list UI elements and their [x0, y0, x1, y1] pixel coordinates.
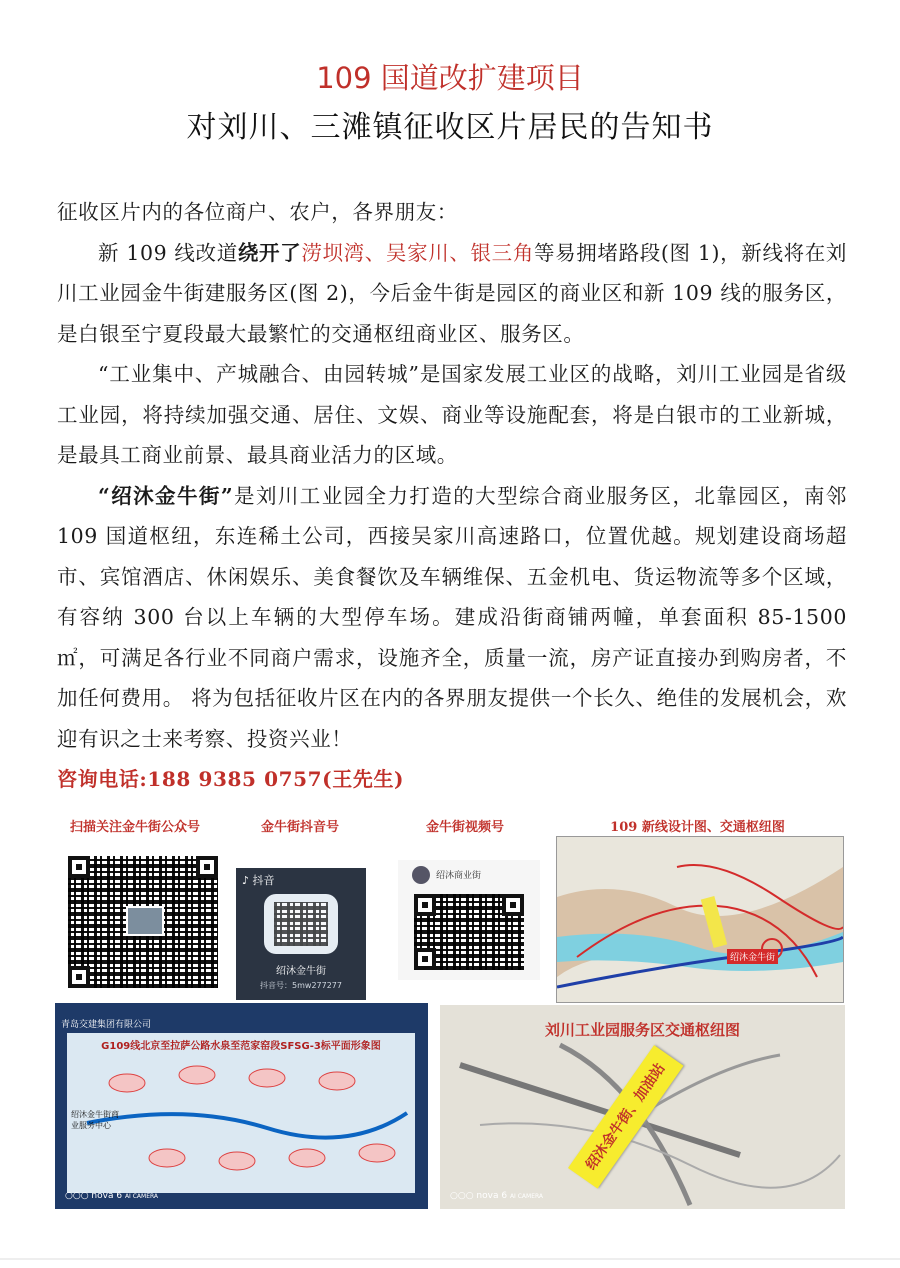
route-map-graphic — [557, 837, 843, 1002]
caption-wechat: 扫描关注金牛街公众号 — [69, 820, 200, 835]
paragraph-3 — [57, 476, 847, 760]
paragraph-1 — [57, 233, 847, 355]
p1-red-places: 涝坝湾、吴家川、银三角 — [301, 240, 534, 265]
qr-finder-icon — [196, 856, 218, 878]
caption-video: 金牛街视频号 — [425, 820, 504, 835]
caption-douyin: 金牛街抖音号 — [260, 820, 339, 835]
photo1-plan-title: G109线北京至拉萨公路水泉至范家窑段SFSG-3标平面形象图 — [101, 1041, 381, 1052]
qr-finder-icon — [68, 966, 90, 988]
p3-bold-name: “绍沐金牛街” — [98, 483, 234, 508]
salutation: 征收区片内的各位商户、农户，各界朋友： — [57, 200, 458, 224]
contact-phone[interactable]: 咨询电话:188 9385 0757(王先生) — [57, 767, 405, 791]
douyin-account-name: 绍沐金牛街 — [276, 966, 326, 977]
map1-label: 绍沐金牛街 — [727, 949, 778, 964]
paragraph-2: “工业集中、产城融合、由园转城”是国家发展工业区的战略，刘川工业园是省级工业园，将持续加强交通、居住、文娱、商业等设施配套，将是白银市的工业新城，是最具工商业前景、最具商业活力的区域。 — [57, 362, 847, 467]
video-avatar — [412, 866, 430, 884]
p1-text-b: 等易拥堵路段(图 1)，新线将在刘川工业园金牛街建服务区(图 2)，今后金牛街是园区的商业区和新 109 线的服务区，是白银至宁夏段最大最繁忙的交通枢纽商业区、服务区。 — [57, 240, 847, 346]
qr-finder-icon — [414, 948, 436, 970]
photo1-camera-tag: ○○○ nova 6 AI CAMERA — [65, 1191, 159, 1201]
photo2-camera-tag: ○○○ nova 6 AI CAMERA — [450, 1191, 544, 1201]
douyin-qr-code-icon — [274, 902, 328, 946]
sticker-text: 绍沐金牛街、加油站 — [583, 1060, 669, 1174]
douyin-qr-frame — [264, 894, 338, 954]
video-account-card — [398, 860, 540, 980]
notice-body — [57, 192, 847, 800]
title-line-1: 109 国道改扩建项目 — [316, 61, 584, 95]
wechat-qr-panel — [58, 848, 226, 996]
footer-divider — [0, 1258, 900, 1260]
douyin-card — [236, 868, 366, 1000]
qr-finder-icon — [68, 856, 90, 878]
qr-finder-icon — [502, 894, 524, 916]
photo1-company: 青岛交建集团有限公司 — [61, 1020, 152, 1030]
douyin-app-name: ♪ 抖音 — [242, 874, 275, 887]
p1-text-a: 新 109 线改道 — [98, 240, 238, 265]
qr-finder-icon — [414, 894, 436, 916]
p1-bold: 绕开了 — [237, 240, 302, 265]
qr-logo-icon — [126, 906, 164, 936]
route-design-map — [556, 836, 844, 1003]
douyin-account-id: 抖音号：5mw277277 — [260, 981, 342, 990]
video-account-name: 绍沐商业街 — [436, 871, 482, 881]
photo1-marker: 绍沐金牛街商业服务中心 — [71, 1110, 119, 1130]
photo2-title: 刘川工业园服务区交通枢纽图 — [544, 1021, 740, 1039]
caption-map: 109 新线设计图、交通枢纽图 — [610, 820, 785, 835]
p3-text: 是刘川工业园全力打造的大型综合商业服务区，北靠园区，南邻 109 国道枢纽，东连稀土公司，西接吴家川高速路口，位置优越。规划建设商场超市、宾馆酒店、休闲娱乐、美食餐饮及车辆维保、五金机电、货运物流等多个区域，有容纳 300 台以上车辆的大型停车场。建成沿街商铺两幢，单套面积 85-1500 ㎡，可满足各行业不同商户需求，设施齐全，质量一流，房产证直接办到购房者，不加任何费用。 将为包括征收片区在内的各界朋友提供一个长久、绝佳的发展机会，欢迎有识之士来考察、投资兴业！ — [57, 483, 847, 751]
construction-plan-photo — [55, 1003, 428, 1209]
plan-board — [67, 1033, 415, 1193]
title-line-2: 对刘川、三滩镇征收区片居民的告知书 — [186, 110, 714, 145]
